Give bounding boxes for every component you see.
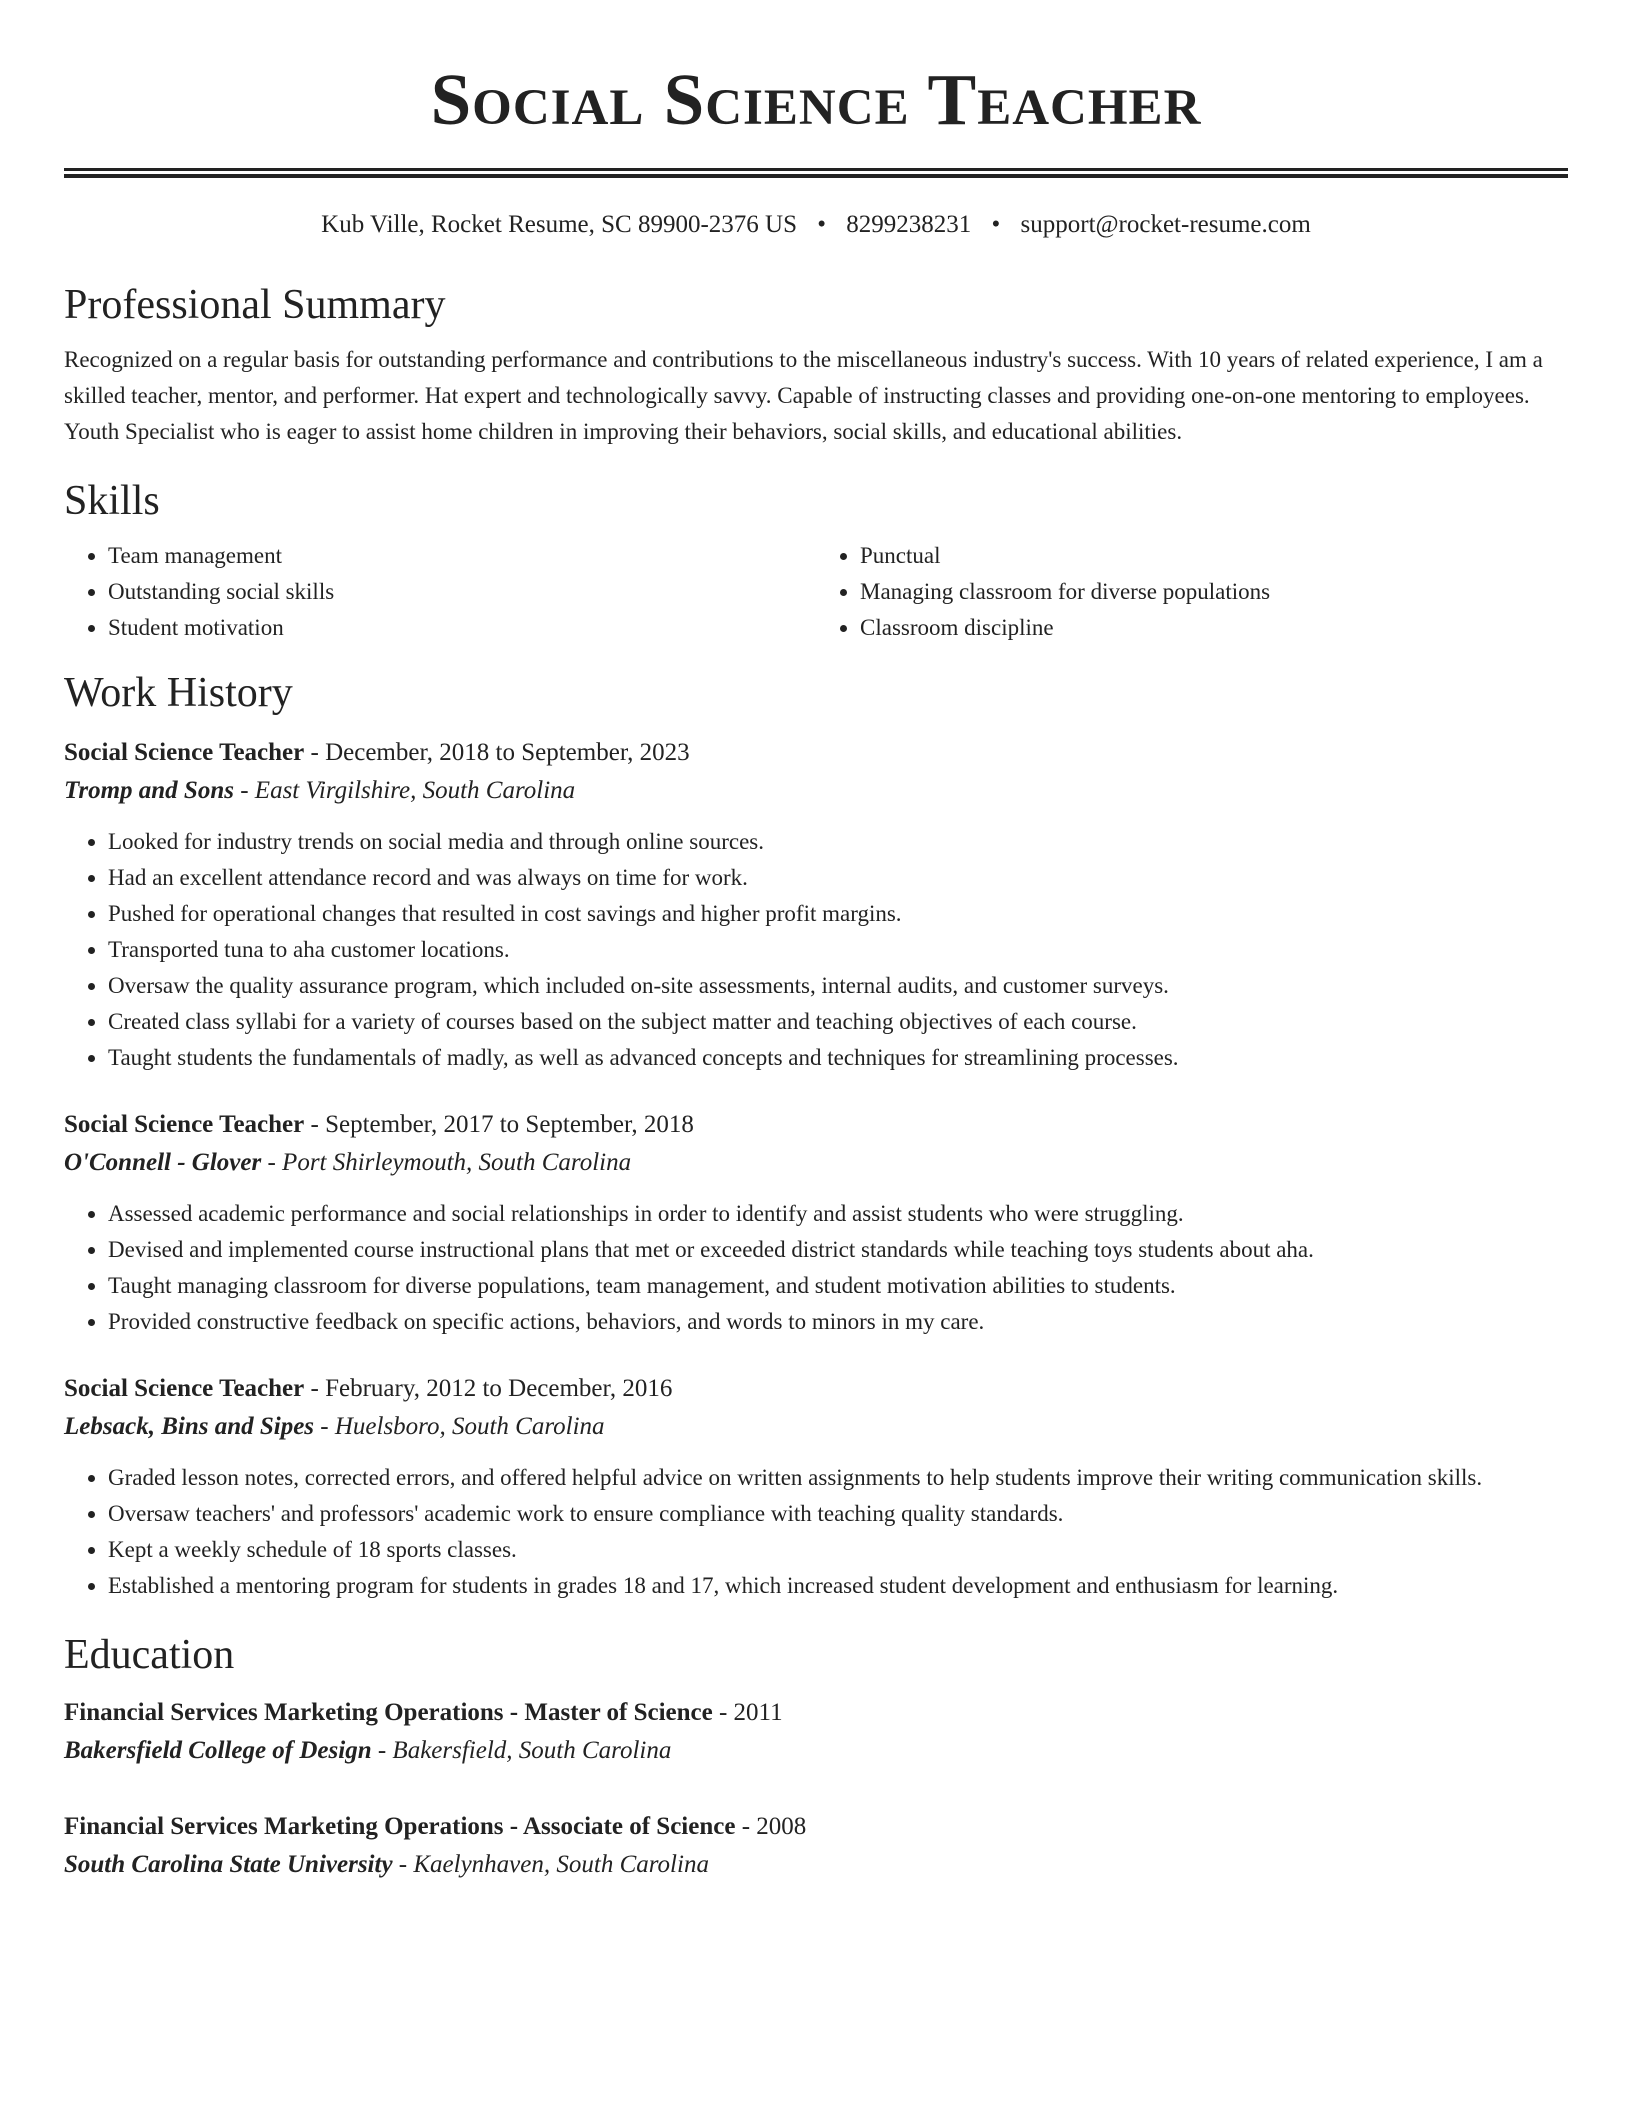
company-location: - Huelsboro, South Carolina bbox=[314, 1413, 605, 1440]
job-title: Social Science Teacher bbox=[64, 739, 305, 766]
school-name: South Carolina State University bbox=[64, 1851, 393, 1878]
school-location: - Kaelynhaven, South Carolina bbox=[392, 1851, 709, 1878]
skills-column-right bbox=[816, 538, 1568, 646]
skill-item: • Managing classroom for diverse populations bbox=[860, 574, 1568, 610]
job-entry bbox=[64, 1370, 1568, 1604]
company-name: Lebsack, Bins and Sipes bbox=[64, 1413, 315, 1440]
duty-item: • Oversaw teachers' and professors' academic work to ensure compliance with teaching quality standards. bbox=[108, 1496, 1568, 1532]
duty-item: • Transported tuna to aha customer locations. bbox=[108, 932, 1568, 968]
job-duties bbox=[64, 1460, 1568, 1604]
school-line bbox=[64, 1846, 1568, 1884]
company-location: - East Virgilshire, South Carolina bbox=[233, 777, 576, 804]
education-entry bbox=[64, 1694, 1568, 1770]
summary-heading: Professional Summary bbox=[64, 282, 446, 328]
job-title-line bbox=[64, 1370, 1568, 1408]
skill-item: • Student motivation bbox=[108, 610, 816, 646]
duty-item: • Devised and implemented course instructional plans that met or exceeded district standards while teaching toys students about aha. bbox=[108, 1232, 1568, 1268]
job-dates: - February, 2012 to December, 2016 bbox=[304, 1375, 673, 1402]
job-title: Social Science Teacher bbox=[64, 1375, 305, 1402]
duty-item: • Assessed academic performance and social relationships in order to identify and assist students who were struggling. bbox=[108, 1196, 1568, 1232]
duty-item: • Created class syllabi for a variety of courses based on the subject matter and teaching objectives of each course. bbox=[108, 1004, 1568, 1040]
duty-item: • Established a mentoring program for students in grades 18 and 17, which increased student development and enthusiasm for learning. bbox=[108, 1568, 1568, 1604]
job-entry bbox=[64, 734, 1568, 1076]
education-section bbox=[64, 1630, 1568, 1884]
summary-text: Recognized on a regular basis for outstanding performance and contributions to the miscellaneous industry's success. With 10 years of related experience, I am a skilled teacher, mentor, and performer. Hat expert and technologically savvy. Capable of instructing classes and providing one-on-one mentoring to employees. Youth Specialist who is eager to assist home children in improving their behaviors, social skills, and educational abilities. bbox=[64, 347, 1543, 444]
degree-year: - 2011 bbox=[712, 1699, 783, 1726]
skill-item: • Outstanding social skills bbox=[108, 574, 816, 610]
skills-heading: Skills bbox=[64, 478, 160, 524]
skills-column-left bbox=[64, 538, 816, 646]
job-duties bbox=[64, 824, 1568, 1076]
contact-email: support@rocket-resume.com bbox=[1020, 211, 1311, 238]
duty-item: • Looked for industry trends on social media and through online sources. bbox=[108, 824, 1568, 860]
skills-section bbox=[64, 476, 1568, 646]
company-line bbox=[64, 1408, 1568, 1446]
job-dates: - September, 2017 to September, 2018 bbox=[304, 1111, 694, 1138]
company-name: Tromp and Sons bbox=[64, 777, 234, 804]
contact-line bbox=[64, 210, 1568, 240]
duty-item: • Taught students the fundamentals of madly, as well as advanced concepts and techniques for streamlining processes. bbox=[108, 1040, 1568, 1076]
skill-item: • Classroom discipline bbox=[860, 610, 1568, 646]
header-divider bbox=[64, 168, 1568, 178]
resume-name: Social Science Teacher bbox=[430, 59, 1202, 140]
contact-separator: • bbox=[991, 211, 1001, 238]
company-name: O'Connell - Glover bbox=[64, 1149, 262, 1176]
school-location: - Bakersfield, South Carolina bbox=[371, 1737, 672, 1764]
work-history-section bbox=[64, 668, 1568, 1604]
skill-item: • Team management bbox=[108, 538, 816, 574]
skill-item: • Punctual bbox=[860, 538, 1568, 574]
duty-item: • Graded lesson notes, corrected errors, and offered helpful advice on written assignments to help students improve their writing communication skills. bbox=[108, 1460, 1568, 1496]
school-line bbox=[64, 1732, 1568, 1770]
company-location: - Port Shirleymouth, South Carolina bbox=[261, 1149, 632, 1176]
company-line bbox=[64, 772, 1568, 810]
school-name: Bakersfield College of Design bbox=[64, 1737, 372, 1764]
duty-item: • Oversaw the quality assurance program, which included on-site assessments, internal audits, and customer surveys. bbox=[108, 968, 1568, 1004]
job-title-line bbox=[64, 734, 1568, 772]
contact-separator: • bbox=[817, 211, 826, 238]
degree-name: Financial Services Marketing Operations - Associate of Science bbox=[64, 1813, 736, 1840]
duty-item: • Pushed for operational changes that resulted in cost savings and higher profit margins. bbox=[108, 896, 1568, 932]
degree-line bbox=[64, 1694, 1568, 1732]
job-dates: - December, 2018 to September, 2023 bbox=[304, 739, 690, 766]
job-title-line bbox=[64, 1106, 1568, 1144]
contact-address: Kub Ville, Rocket Resume, SC 89900-2376 US bbox=[321, 211, 797, 238]
degree-year: - 2008 bbox=[735, 1813, 807, 1840]
job-duties bbox=[64, 1196, 1568, 1340]
duty-item: • Kept a weekly schedule of 18 sports classes. bbox=[108, 1532, 1568, 1568]
company-line bbox=[64, 1144, 1568, 1182]
education-entry bbox=[64, 1808, 1568, 1884]
summary-section bbox=[64, 280, 1568, 450]
degree-line bbox=[64, 1808, 1568, 1846]
job-entry bbox=[64, 1106, 1568, 1340]
education-heading: Education bbox=[64, 1632, 235, 1678]
job-title: Social Science Teacher bbox=[64, 1111, 305, 1138]
duty-item: • Taught managing classroom for diverse populations, team management, and student motivation abilities to students. bbox=[108, 1268, 1568, 1304]
contact-phone: 8299238231 bbox=[846, 211, 972, 238]
duty-item: • Had an excellent attendance record and was always on time for work. bbox=[108, 860, 1568, 896]
degree-name: Financial Services Marketing Operations - Master of Science bbox=[64, 1699, 713, 1726]
duty-item: • Provided constructive feedback on specific actions, behaviors, and words to minors in my care. bbox=[108, 1304, 1568, 1340]
work-history-heading: Work History bbox=[64, 670, 293, 716]
skills-grid bbox=[64, 538, 1568, 646]
